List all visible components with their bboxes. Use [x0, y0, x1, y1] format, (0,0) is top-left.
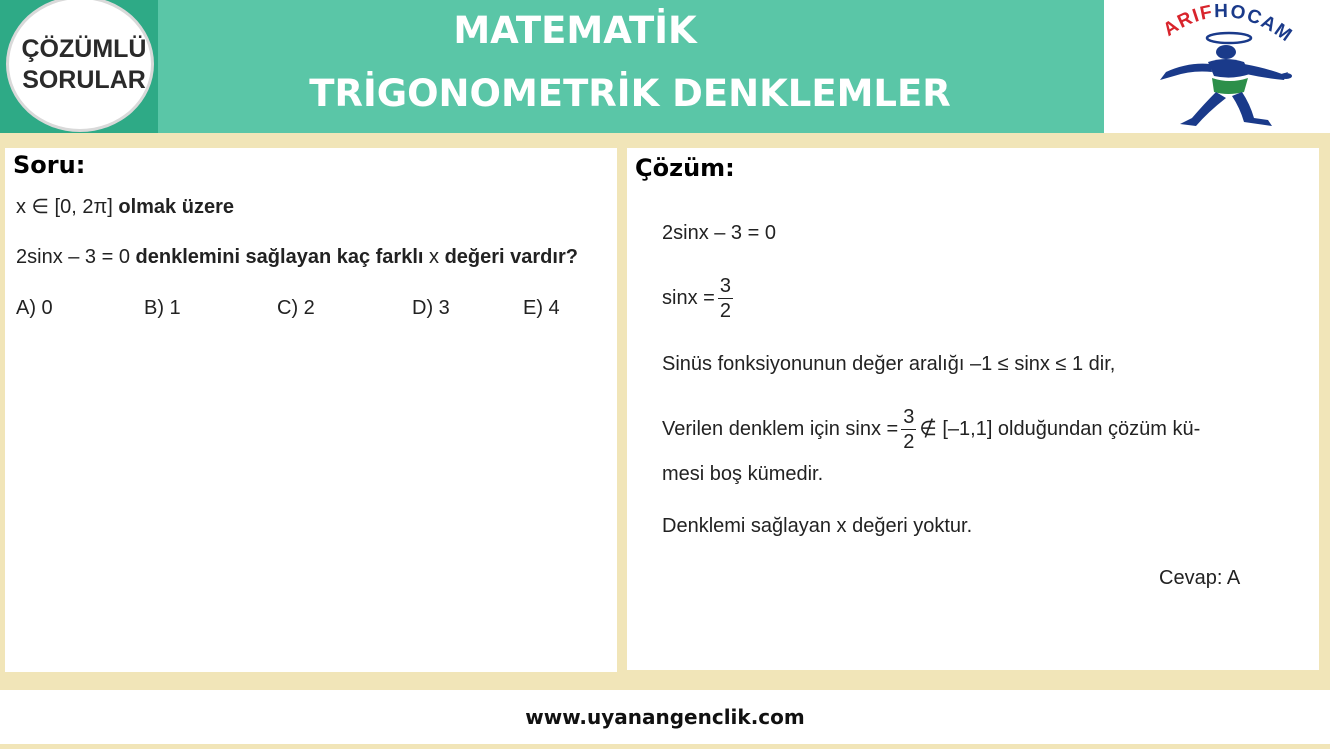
- logo-figure-icon: [1104, 0, 1330, 133]
- solution-step-4-pre: Verilen denklem için sinx =: [662, 417, 899, 440]
- question-variable: x: [429, 246, 440, 268]
- solution-step-2-lhs: sinx =: [662, 286, 715, 309]
- solved-questions-badge: [0, 0, 158, 133]
- badge-text: [0, 34, 158, 96]
- solution-panel: [627, 148, 1319, 670]
- question-panel: [5, 148, 617, 672]
- question-line-2-text-a: denklemini sağlayan kaç farklı: [129, 246, 430, 268]
- solution-step-4-post: ∉ [–1,1] olduğundan çözüm kü-: [919, 417, 1201, 440]
- solution-step-6: Denklemi sağlayan x değeri yoktur.: [662, 515, 973, 537]
- logo-text-right: HOCAM: [1214, 0, 1297, 47]
- solution-step-2: [662, 274, 736, 323]
- fraction-numerator-2: 3: [903, 406, 915, 428]
- question-domain: x ∈ [0, 2π]: [16, 196, 113, 218]
- option-e[interactable]: E) 4: [523, 297, 560, 319]
- question-line-2: [16, 246, 578, 269]
- footer-bar: [0, 690, 1330, 744]
- header-banner: [0, 0, 1330, 133]
- question-line-2-text-b: değeri vardır?: [439, 246, 578, 268]
- question-line-1: [16, 194, 234, 219]
- solution-step-1: 2sinx – 3 = 0: [662, 222, 776, 244]
- footer-url-link[interactable]: www.uyanangenclik.com: [525, 705, 805, 729]
- solution-step-5: mesi boş kümedir.: [662, 463, 824, 485]
- answer-label: Cevap: A: [1159, 567, 1241, 589]
- fraction-numerator: 3: [719, 275, 731, 297]
- badge-line-1: ÇÖZÜMLÜ: [21, 35, 147, 63]
- fraction-three-halves: [718, 274, 733, 323]
- option-a[interactable]: A) 0: [16, 297, 53, 319]
- fraction-three-halves-2: [901, 405, 916, 454]
- question-line-1-text: olmak üzere: [112, 196, 234, 218]
- question-heading: Soru:: [13, 151, 86, 179]
- arifhocam-logo: [1104, 0, 1330, 133]
- title-block: [160, 0, 1100, 133]
- solution-step-4: [662, 405, 1200, 454]
- question-equation: 2sinx – 3 = 0: [16, 246, 130, 268]
- badge-line-2: SORULAR: [22, 66, 146, 94]
- solution-step-3: Sinüs fonksiyonunun değer aralığı –1 ≤ sinx ≤ 1 dir,: [662, 353, 1116, 375]
- option-b[interactable]: B) 1: [144, 297, 181, 319]
- logo-text-left: ARIF: [1159, 1, 1216, 41]
- page-subtitle: TRİGONOMETRİK DENKLEMLER: [309, 72, 951, 115]
- fraction-denominator-2: 2: [903, 431, 915, 453]
- option-c[interactable]: C) 2: [277, 297, 315, 319]
- fraction-denominator: 2: [719, 300, 731, 322]
- option-d[interactable]: D) 3: [412, 297, 450, 319]
- page-title: MATEMATİK: [453, 9, 697, 52]
- svg-text:ARIFHOCAM: [1160, 1, 1297, 47]
- solution-heading: Çözüm:: [635, 154, 735, 182]
